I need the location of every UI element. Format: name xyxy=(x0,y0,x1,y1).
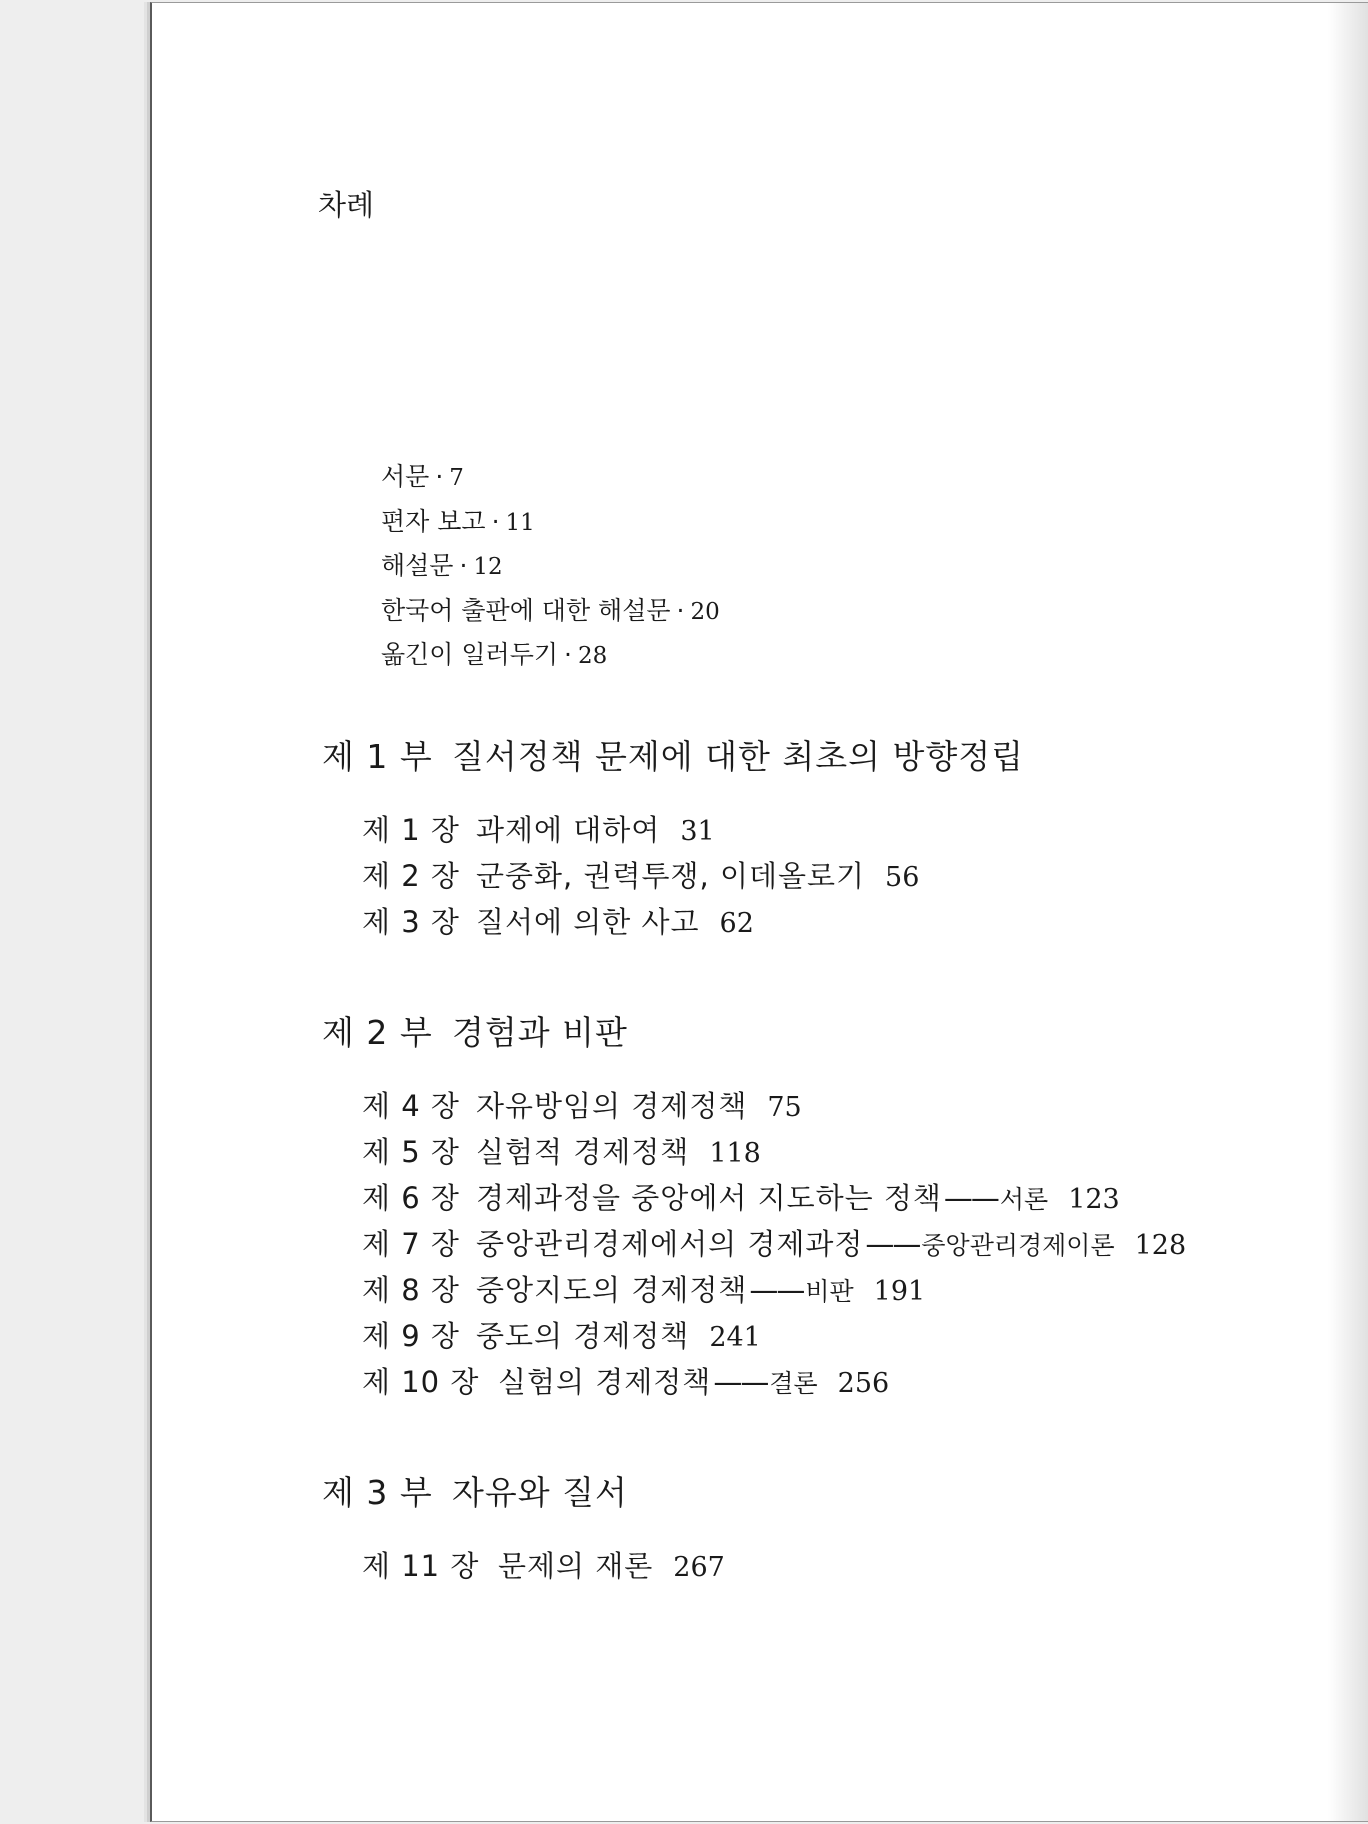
chapter-title: 군중화, 권력투쟁, 이데올로기 xyxy=(476,859,866,893)
chapter-item xyxy=(362,853,1024,899)
chapter-label: 제 5 장 xyxy=(362,1135,460,1169)
part-label: 제 3 부 xyxy=(322,1473,433,1512)
chapter-label: 제 1 장 xyxy=(362,813,460,847)
chapter-label: 제 9 장 xyxy=(362,1319,460,1353)
part-heading xyxy=(322,737,1025,776)
part-1 xyxy=(322,737,1025,945)
chapter-item xyxy=(362,1313,1186,1359)
chapter-list xyxy=(322,1083,1186,1405)
chapter-label: 제 6 장 xyxy=(362,1181,460,1215)
front-matter-page: 12 xyxy=(473,554,503,580)
chapter-item xyxy=(362,1083,1186,1129)
chapter-page: 56 xyxy=(885,862,920,893)
front-matter-title: 옮긴이 일러두기 xyxy=(381,640,558,669)
front-matter-separator: · xyxy=(491,506,500,536)
chapter-title: 실험적 경제정책 xyxy=(476,1135,690,1169)
part-label: 제 1 부 xyxy=(322,737,433,776)
chapter-page: 267 xyxy=(673,1552,725,1583)
chapter-item xyxy=(362,1359,1186,1405)
chapter-page: 118 xyxy=(709,1138,761,1169)
chapter-subtitle: 중앙관리경제이론 xyxy=(921,1231,1115,1260)
chapter-list xyxy=(322,1543,725,1589)
chapter-title: 문제의 재론 xyxy=(498,1549,654,1583)
chapter-item xyxy=(362,1221,1186,1267)
part-3 xyxy=(322,1473,725,1589)
part-2 xyxy=(322,1013,1187,1405)
part-title: 경험과 비판 xyxy=(452,1013,628,1052)
chapter-item xyxy=(362,1267,1186,1313)
chapter-label: 제 11 장 xyxy=(362,1549,480,1583)
chapter-list xyxy=(322,807,1024,945)
part-title: 자유와 질서 xyxy=(452,1473,628,1512)
front-matter-title: 편자 보고 xyxy=(381,506,486,536)
front-matter-title: 해설문 xyxy=(381,551,454,580)
front-matter-separator: · xyxy=(564,640,572,669)
front-matter-page: 11 xyxy=(505,509,535,536)
chapter-page: 128 xyxy=(1134,1230,1187,1261)
chapter-page: 75 xyxy=(767,1092,802,1123)
chapter-dash: —— xyxy=(749,1273,804,1307)
chapter-page: 241 xyxy=(709,1322,761,1353)
chapter-dash: —— xyxy=(865,1227,920,1261)
chapter-title: 실험의 경제정책 xyxy=(498,1365,712,1399)
front-matter-page: 28 xyxy=(577,643,608,669)
chapter-dash: —— xyxy=(943,1181,998,1215)
chapter-page: 62 xyxy=(719,908,754,939)
part-heading xyxy=(322,1013,1186,1052)
front-matter-list xyxy=(381,455,720,678)
front-matter-separator: · xyxy=(435,462,444,491)
chapter-subtitle: 결론 xyxy=(769,1369,818,1398)
chapter-label: 제 4 장 xyxy=(362,1089,460,1123)
front-matter-item xyxy=(381,544,720,589)
chapter-page: 256 xyxy=(837,1368,890,1399)
chapter-item xyxy=(362,1175,1186,1221)
chapter-label: 제 10 장 xyxy=(362,1365,480,1399)
chapter-page: 123 xyxy=(1068,1184,1120,1215)
chapter-dash: —— xyxy=(713,1365,768,1399)
front-matter-item xyxy=(381,455,720,500)
chapter-label: 제 3 장 xyxy=(362,905,460,939)
front-matter-item xyxy=(381,500,720,545)
part-label: 제 2 부 xyxy=(322,1013,433,1052)
chapter-title: 과제에 대하여 xyxy=(476,813,661,847)
chapter-page: 191 xyxy=(873,1276,926,1307)
chapter-title: 중앙지도의 경제정책 xyxy=(476,1273,748,1307)
part-title: 질서정책 문제에 대한 최초의 방향정립 xyxy=(452,737,1025,776)
chapter-page: 31 xyxy=(680,816,715,847)
book-page xyxy=(150,2,1368,1822)
chapter-label: 제 7 장 xyxy=(362,1227,460,1261)
chapter-label: 제 8 장 xyxy=(362,1273,460,1307)
front-matter-page: 20 xyxy=(690,598,720,625)
chapter-title: 중도의 경제정책 xyxy=(476,1319,690,1353)
front-matter-title: 한국어 출판에 대한 해설문 xyxy=(381,595,671,625)
chapter-title: 경제과정을 중앙에서 지도하는 정책 xyxy=(476,1181,942,1215)
part-heading xyxy=(322,1473,725,1512)
front-matter-item xyxy=(381,589,720,634)
front-matter-title: 서문 xyxy=(381,462,430,491)
chapter-subtitle: 서론 xyxy=(999,1185,1049,1214)
front-matter-separator: · xyxy=(459,551,468,580)
chapter-item xyxy=(362,1543,725,1589)
chapter-item xyxy=(362,1129,1186,1175)
chapter-title: 자유방임의 경제정책 xyxy=(476,1089,748,1123)
toc-title: 차례 xyxy=(318,188,375,222)
chapter-subtitle: 비판 xyxy=(805,1277,854,1306)
chapter-item xyxy=(362,899,1024,945)
front-matter-item xyxy=(381,633,720,678)
page-gutter-shadow xyxy=(1328,3,1368,1821)
chapter-title: 질서에 의한 사고 xyxy=(476,905,700,939)
front-matter-separator: · xyxy=(676,595,685,625)
chapter-label: 제 2 장 xyxy=(362,859,460,893)
chapter-item xyxy=(362,807,1024,853)
front-matter-page: 7 xyxy=(449,465,464,491)
chapter-title: 중앙관리경제에서의 경제과정 xyxy=(476,1227,864,1261)
